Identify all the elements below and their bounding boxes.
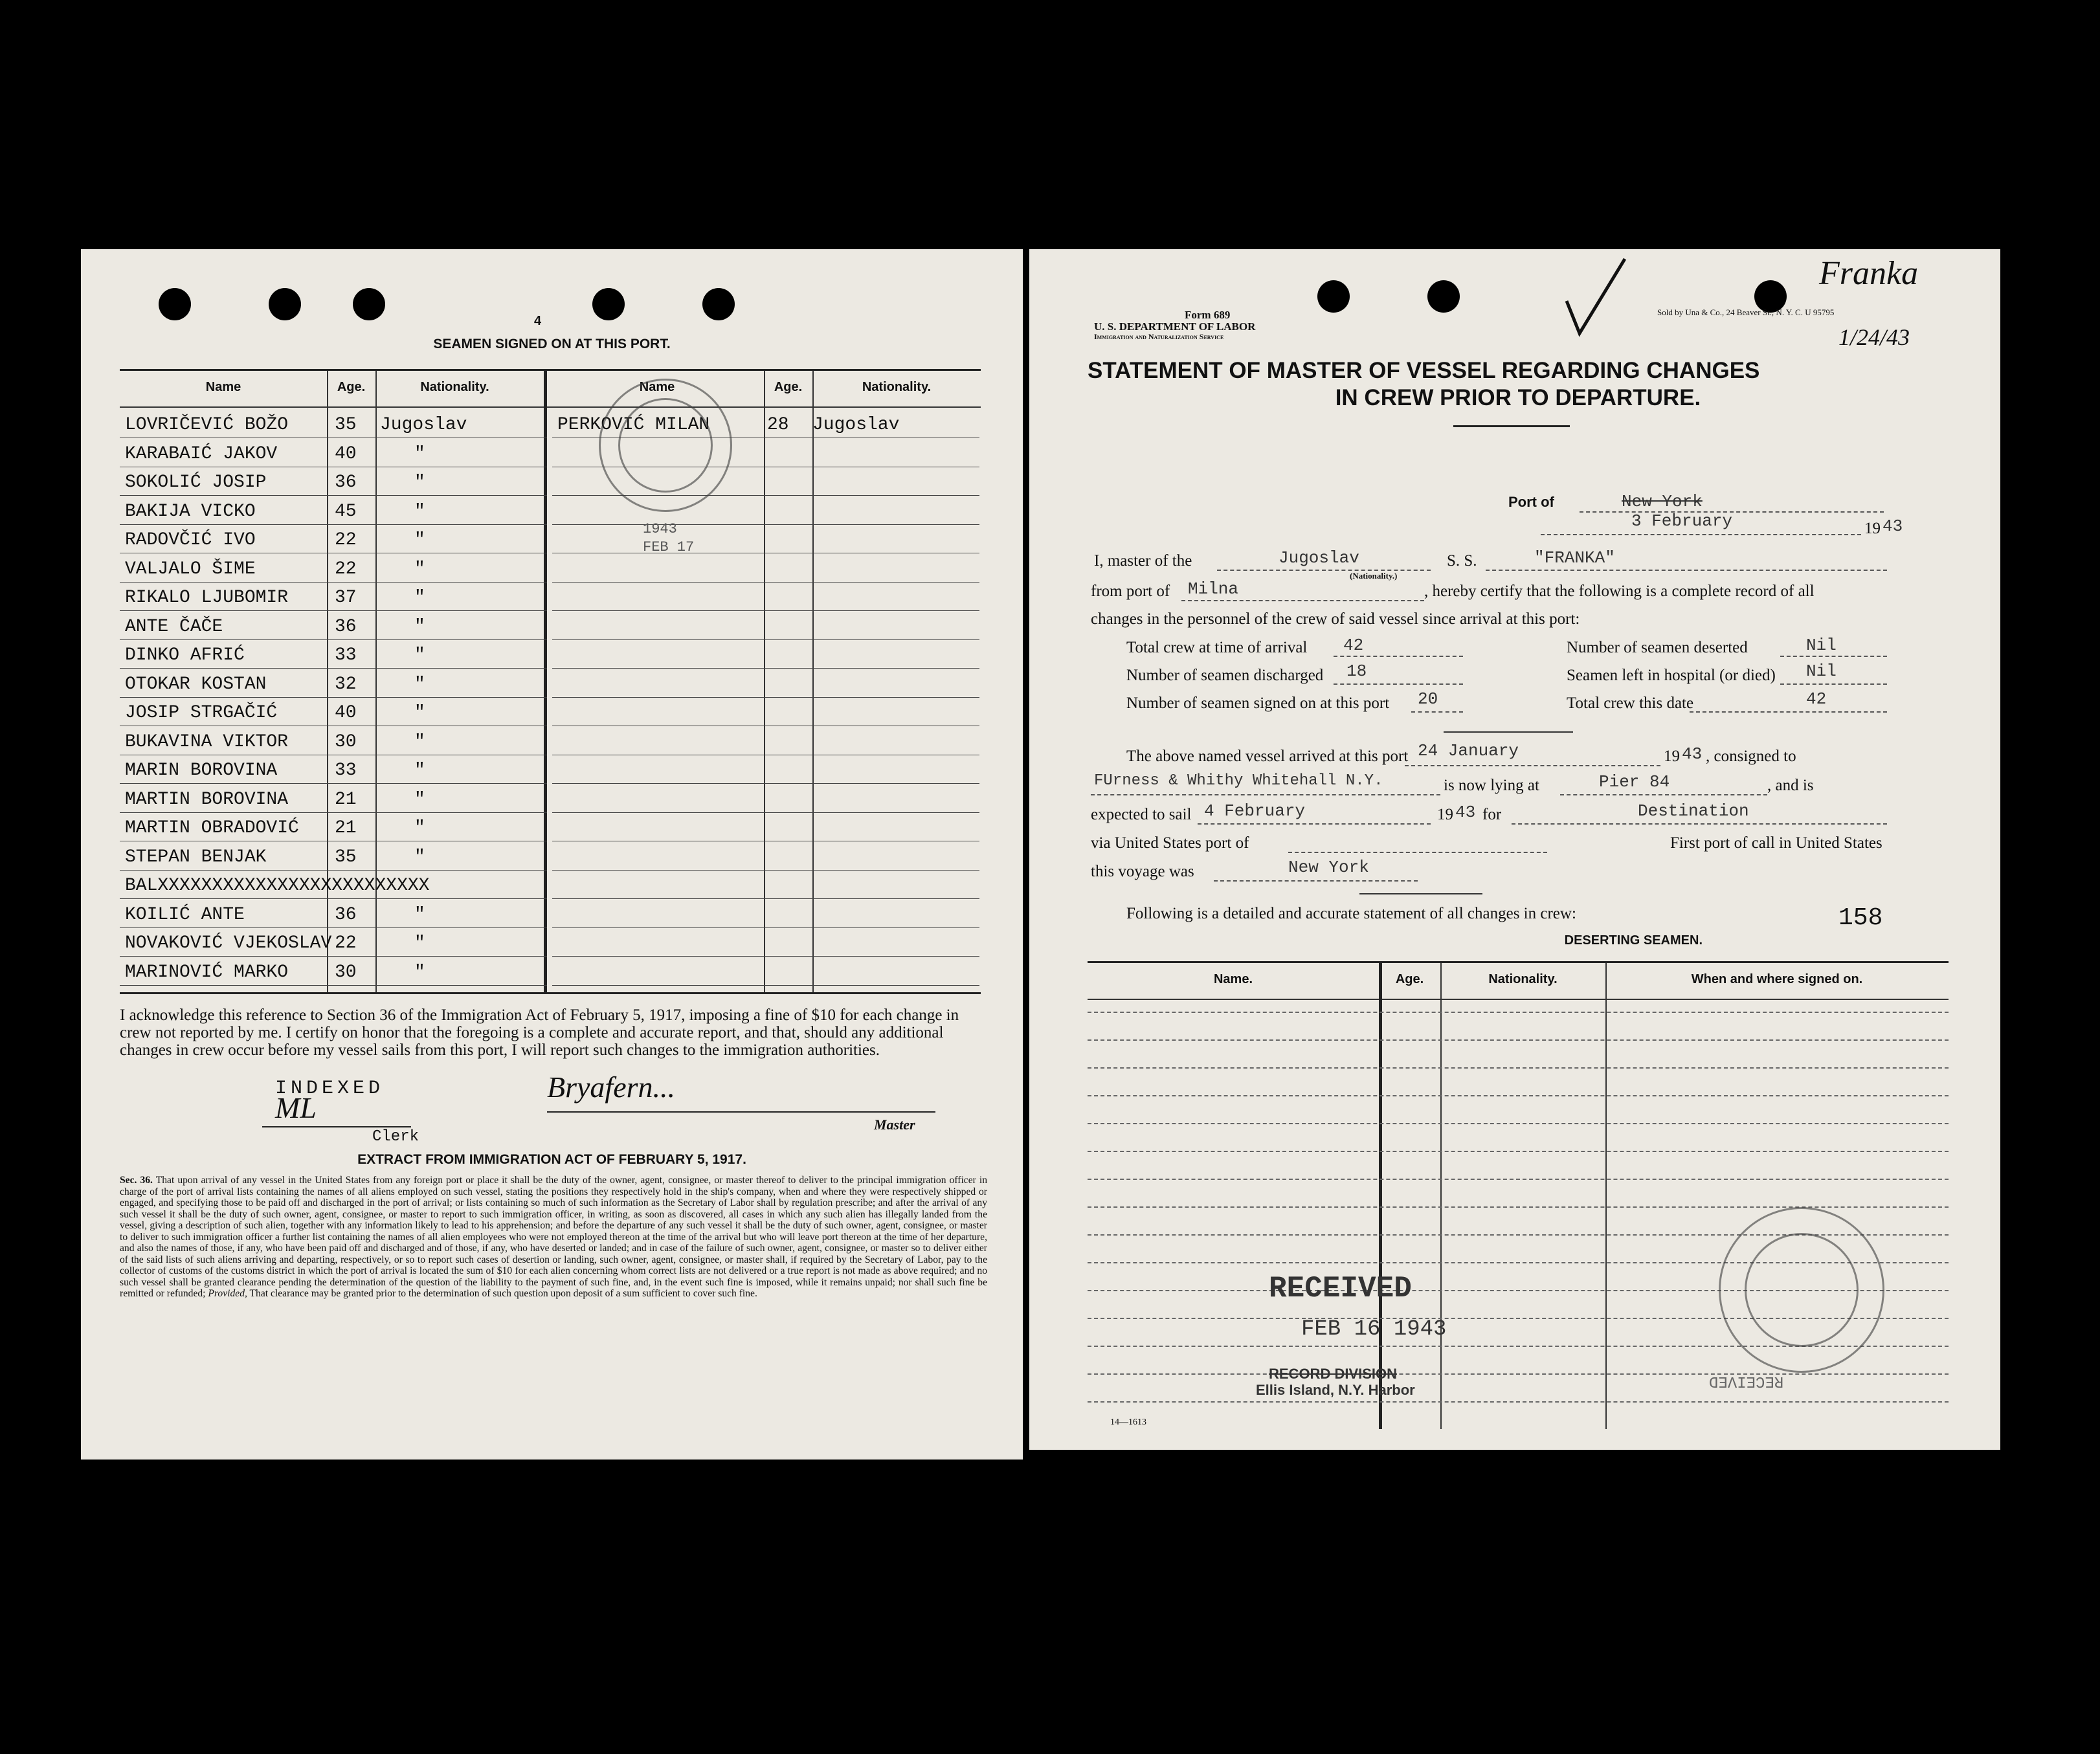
table-row: [120, 439, 547, 467]
seaman-age: 40: [335, 703, 357, 723]
seaman-name: KARABAIĆ JAKOV: [125, 443, 278, 464]
seaman-name: NOVAKOVIĆ VJEKOSLAV: [125, 933, 332, 953]
field-line: [1512, 823, 1887, 825]
from-port-line: [1181, 600, 1424, 601]
column-header-age: Age.: [337, 380, 366, 394]
from-port-value: Milna: [1188, 579, 1239, 599]
seaman-age: 28: [767, 415, 789, 435]
for-label: for: [1482, 806, 1502, 823]
column-header-signed-on: When and where signed on.: [1691, 972, 1863, 986]
master-label: Master: [874, 1116, 915, 1133]
blank-row: [1088, 1179, 1949, 1180]
department: U. S. DEPARTMENT OF LABOR: [1094, 320, 1256, 333]
seaman-age: 21: [335, 818, 357, 838]
table-row: [552, 496, 979, 525]
punch-hole: [159, 288, 191, 320]
received-stamp: RECEIVED: [1269, 1272, 1412, 1305]
seaman-name: SOKOLIĆ JOSIP: [125, 472, 267, 493]
right-page: [1029, 249, 2000, 1450]
sec36-body: That upon arrival of any vessel in the United States from any foreign port or place it shall be the duty of the owner, agent, consignee, or master thereof to deliver to the principal immigration officer in charge of the port of arrival lists containing the names of all aliens employed on such vessel, stating the positions they respectively hold in the ship's company, when and where they were respectively shipped or engaged, and specifying those to be paid off and discharged in the port of arrival; or lists containing so much of such information as the Secretary of Labor shall by regulation prescribe; and after the arrival of any such vessel it shall be the duty of such owner, agent, consignee, or master to report to such immigration officer, in writing, as soon as discovered, all cases in which any such alien has illegally landed from the vessel, giving a description of such alien, together with any information likely to lead to his apprehension; and before the departure of any such vessel it shall be the duty of such owner, agent, consignee, or master to deliver to such immigration officer a further list containing the names of all alien employees who were not employed thereon at the time of the arrival but who will leave port thereon at the time of her departure, and also the names of those, if any, who have been paid off and discharged and of those, if any, who have deserted or landed; and in case of the failure of such owner, agent, consignee, or master so to deliver either of the said lists of such aliens arriving and departing, respectively, or so to report such cases of desertion or landing, such owner, agent, consignee, or master shall, if required by the Secretary of Labor, pay to the collector of customs of the customs district in which the port of arrival is located the sum of $10 for each alien concerning whom correct lists are not delivered or a true report is not made as above required; and no such vessel shall be granted clearance pending the determination of the question of the liability to the payment of such fine, and, in the event such fine is imposed, while it remains unpaid; nor shall such fine be remitted or refunded;: [120, 1175, 987, 1299]
sail-year-prefix: 19: [1437, 806, 1453, 823]
check-mark-icon: [1560, 256, 1631, 340]
date-line: [1541, 534, 1861, 535]
punch-hole: [592, 288, 625, 320]
received-stamp-small: RECEIVED: [1709, 1372, 1784, 1390]
arrived-year-prefix: 19: [1664, 748, 1680, 765]
total-crew-date-label: Total crew this date: [1567, 694, 1694, 712]
seaman-age: 30: [335, 731, 357, 752]
sail-year: 43: [1455, 803, 1476, 822]
table-row: [120, 410, 547, 438]
seaman-name: MARTIN OBRADOVIĆ: [125, 818, 299, 838]
arrived-value: 24 January: [1418, 741, 1519, 760]
seaman-nationality: ": [414, 530, 425, 550]
seaman-age: 21: [335, 789, 357, 810]
seaman-name: BALXXXXXXXXXXXXXXXXXXXXXXXXX: [125, 876, 430, 896]
via-label: via United States port of: [1091, 834, 1249, 852]
blank-row: [1088, 1067, 1949, 1069]
first-port-label: First port of call in United States: [1670, 834, 1882, 852]
table-row: [120, 525, 547, 553]
nationality-value: Jugoslav: [1279, 548, 1359, 568]
punch-hole: [1317, 280, 1350, 313]
total-crew-date-value: 42: [1806, 689, 1827, 709]
discharged-value: 18: [1346, 661, 1367, 681]
blank-row: [1088, 1095, 1949, 1096]
table-row: [552, 957, 979, 986]
field-line: [1214, 880, 1418, 882]
table-row: [552, 928, 979, 957]
for-value: Destination: [1638, 801, 1749, 821]
nationality-caption: (Nationality.): [1350, 571, 1398, 581]
table-row: [120, 727, 547, 755]
nationality-line: [1217, 570, 1431, 571]
table-row: [552, 640, 979, 669]
seaman-name: MARIN BOROVINA: [125, 760, 278, 781]
title-rule: [1453, 425, 1570, 427]
field-line: [1198, 823, 1431, 825]
table-row: [552, 612, 979, 640]
field-line: [1780, 683, 1887, 685]
sheet-number: 158: [1838, 904, 1883, 932]
table-row: [120, 612, 547, 640]
seaman-name: RADOVČIĆ IVO: [125, 530, 256, 550]
field-line: [1334, 683, 1463, 685]
table-row: [120, 842, 547, 871]
seaman-name: MARINOVIĆ MARKO: [125, 962, 289, 982]
field-line: [1405, 765, 1660, 766]
seaman-age: 22: [335, 530, 357, 550]
sec36-proviso: Provided,: [208, 1288, 247, 1299]
consignee-value: FUrness & Whithy Whitehall N.Y.: [1094, 772, 1383, 790]
punch-hole: [353, 288, 385, 320]
from-port-label: from port of: [1091, 583, 1170, 600]
table-row: [120, 957, 547, 986]
year-prefix: 19: [1864, 520, 1881, 537]
seaman-nationality: ": [414, 472, 425, 493]
table-row: [120, 554, 547, 583]
column-header-name: Name: [205, 380, 241, 394]
seaman-name: LOVRIČEVIĆ BOŽO: [125, 415, 289, 435]
deserting-title: DESERTING SEAMEN.: [1564, 933, 1703, 948]
punch-hole: [702, 288, 735, 320]
seaman-nationality: ": [414, 789, 425, 810]
seaman-nationality: ": [414, 645, 425, 665]
handwritten-date: 1/24/43: [1838, 324, 1910, 350]
table-row: [552, 583, 979, 611]
table-row: [552, 813, 979, 841]
seaman-age: 35: [335, 415, 357, 435]
seaman-name: OTOKAR KOSTAN: [125, 674, 267, 694]
sail-value: 4 February: [1204, 801, 1306, 821]
table-row: [120, 928, 547, 957]
stamp-date: FEB 17: [643, 539, 695, 555]
column-header-nationality: Nationality.: [420, 380, 489, 394]
port-of-value: New York: [1622, 492, 1703, 511]
port-of-label: Port of: [1508, 494, 1554, 510]
divider-rule: [1444, 731, 1573, 733]
table-row: [552, 842, 979, 871]
page-number: 4: [534, 314, 542, 328]
column-header-age-2: Age.: [774, 380, 803, 394]
seaman-nationality: ": [414, 731, 425, 752]
blank-row: [1088, 1401, 1949, 1403]
table-row: [120, 467, 547, 496]
table-row: [120, 813, 547, 841]
seaman-nationality: ": [414, 703, 425, 723]
punch-hole: [1427, 280, 1460, 313]
table-header: [1088, 963, 1949, 1000]
title-line-1: STATEMENT OF MASTER OF VESSEL REGARDING CHANGES: [1088, 358, 1760, 383]
deserted-value: Nil: [1806, 636, 1837, 655]
seaman-nationality: ": [414, 818, 425, 838]
table-row: [120, 496, 547, 525]
sec36-label: Sec. 36.: [120, 1175, 153, 1186]
handwritten-vessel: Franka: [1819, 255, 1919, 292]
seaman-age: 36: [335, 904, 357, 925]
voyage-label: this voyage was: [1091, 863, 1194, 880]
table-row: [120, 755, 547, 784]
seaman-age: 40: [335, 443, 357, 464]
ship-name: "FRANKA": [1534, 548, 1615, 568]
seaman-nationality: ": [414, 559, 425, 579]
and-is-label: , and is: [1767, 777, 1814, 794]
master-signature: Bryafern...: [547, 1071, 676, 1104]
seaman-age: 22: [335, 559, 357, 579]
blank-row: [1088, 1373, 1949, 1375]
table-row: [552, 525, 979, 553]
table-row: [552, 727, 979, 755]
seaman-name: BUKAVINA VIKTOR: [125, 731, 289, 752]
seaman-name: JOSIP STRGAČIĆ: [125, 703, 278, 723]
section-36-text: [120, 1175, 987, 1300]
seaman-age: 36: [335, 616, 357, 637]
hospital-value: Nil: [1806, 661, 1837, 681]
table-row: [552, 698, 979, 726]
field-line: [1560, 794, 1767, 795]
seaman-age: 45: [335, 501, 357, 522]
seaman-age: 35: [335, 847, 357, 867]
blank-row: [1088, 1206, 1949, 1208]
seaman-age: 33: [335, 760, 357, 781]
signed-on-value: 20: [1418, 689, 1438, 709]
column-header-nationality: Nationality.: [1488, 972, 1558, 986]
seaman-nationality: ": [414, 674, 425, 694]
blank-row: [1088, 1151, 1949, 1152]
seaman-name: RIKALO LJUBOMIR: [125, 588, 289, 608]
field-line: [1411, 711, 1463, 713]
column-divider: [1379, 963, 1382, 1429]
table-row: [120, 669, 547, 698]
seaman-name: MARTIN BOROVINA: [125, 789, 289, 810]
column-divider: [1605, 963, 1607, 1429]
seaman-name: BAKIJA VICKO: [125, 501, 256, 522]
signed-on-label: Number of seamen signed on at this port: [1126, 694, 1390, 712]
lying-label: is now lying at: [1444, 777, 1539, 794]
clerk-signature-line: [262, 1126, 411, 1127]
arrived-label: The above named vessel arrived at this port: [1126, 748, 1409, 765]
arrived-year: 43: [1682, 744, 1703, 764]
title-line-2: IN CREW PRIOR TO DEPARTURE.: [1335, 385, 1701, 410]
seaman-age: 33: [335, 645, 357, 665]
seaman-nationality: ": [414, 933, 425, 953]
seaman-name: STEPAN BENJAK: [125, 847, 267, 867]
table-header: [120, 371, 981, 408]
column-header-nationality-2: Nationality.: [862, 380, 932, 394]
extract-title: EXTRACT FROM IMMIGRATION ACT OF FEBRUARY 5, 1917.: [357, 1152, 746, 1167]
lying-value: Pier 84: [1599, 772, 1670, 792]
ellis-island: Ellis Island, N.Y. Harbor: [1256, 1382, 1415, 1398]
consigned-label: , consigned to: [1706, 748, 1796, 765]
seaman-nationality: ": [414, 847, 425, 867]
table-row: [120, 640, 547, 669]
stamp-year: 1943: [643, 521, 677, 537]
blank-row: [1088, 1039, 1949, 1041]
seaman-age: 37: [335, 588, 357, 608]
column-header-name: Name.: [1213, 972, 1253, 986]
seaman-nationality: ": [414, 962, 425, 982]
table-row: [552, 900, 979, 928]
following-text: Following is a detailed and accurate statement of all changes in crew:: [1126, 905, 1576, 922]
circular-stamp-inner: [1745, 1233, 1859, 1347]
seamen-signed-on-table: [120, 369, 981, 994]
received-date: FEB 16 1943: [1301, 1317, 1447, 1342]
voyage-value: New York: [1288, 858, 1369, 877]
seaman-name: ANTE ČAČE: [125, 616, 223, 637]
seaman-nationality: ": [414, 904, 425, 925]
seaman-age: 30: [335, 962, 357, 982]
master-signature-line: [547, 1111, 935, 1113]
total-crew-arrival-label: Total crew at time of arrival: [1126, 639, 1308, 656]
certify-text: , hereby certify that the following is a complete record of all: [1424, 583, 1815, 600]
seaman-nationality: Jugoslav: [812, 415, 900, 435]
column-divider: [1440, 963, 1442, 1429]
field-line: [1780, 656, 1887, 657]
sail-label: expected to sail: [1091, 806, 1192, 823]
table-row: [552, 755, 979, 784]
blank-row: [1088, 1012, 1949, 1013]
blank-row: [1088, 1123, 1949, 1124]
date-value: 3 February: [1631, 511, 1733, 531]
field-line: [1690, 711, 1887, 713]
table-row: [552, 554, 979, 583]
hospital-label: Seamen left in hospital (or died): [1567, 667, 1776, 684]
year-value: 43: [1882, 516, 1903, 536]
seaman-age: 22: [335, 933, 357, 953]
table-row: [120, 871, 547, 899]
ship-line: [1486, 570, 1887, 571]
column-header-age: Age.: [1395, 972, 1424, 986]
seaman-nationality: ": [414, 443, 425, 464]
seaman-age: 36: [335, 472, 357, 493]
seaman-nationality: ": [414, 588, 425, 608]
table-row: [552, 669, 979, 698]
section-title: SEAMEN SIGNED ON AT THIS PORT.: [433, 337, 671, 351]
punch-hole: [269, 288, 301, 320]
discharged-label: Number of seamen discharged: [1126, 667, 1324, 684]
service: Immigration and Naturalization Service: [1094, 332, 1224, 341]
seaman-name: VALJALO ŠIME: [125, 559, 256, 579]
seaman-nationality: ": [414, 616, 425, 637]
seaman-name: KOILIĆ ANTE: [125, 904, 245, 925]
table-row: [552, 784, 979, 813]
seaman-nationality: ": [414, 501, 425, 522]
table-row: [120, 583, 547, 611]
record-division: RECORD DIVISION: [1269, 1366, 1398, 1382]
indexed-stamp: INDEXED: [275, 1078, 385, 1100]
seaman-age: 32: [335, 674, 357, 694]
total-crew-arrival-value: 42: [1343, 636, 1364, 655]
table-row: [120, 900, 547, 928]
deserted-label: Number of seamen deserted: [1567, 639, 1748, 656]
form-number: Form 689: [1185, 309, 1231, 321]
office-stamp-inner: [618, 398, 713, 493]
printer-imprint: Sold by Una & Co., 24 Beaver St., N. Y. C. U 95795: [1657, 307, 1835, 317]
master-of-label: I, master of the: [1094, 552, 1192, 570]
row-rule: [552, 985, 979, 986]
ss-label: S. S.: [1447, 552, 1477, 570]
seaman-name: PERKOVIĆ MILAN: [557, 415, 710, 435]
clerk-label: Clerk: [372, 1128, 419, 1146]
seaman-nationality: Jugoslav: [380, 415, 467, 435]
table-row: [120, 698, 547, 726]
field-line: [1288, 852, 1547, 853]
table-row: [552, 871, 979, 899]
left-page: [81, 249, 1023, 1460]
divider-rule: [1359, 893, 1482, 894]
changes-text: changes in the personnel of the crew of said vessel since arrival at this port:: [1091, 610, 1580, 628]
table-row: [120, 784, 547, 813]
row-rule: [120, 985, 547, 986]
footer-code: 14—1613: [1110, 1417, 1146, 1427]
column-header-name-2: Name: [639, 380, 675, 394]
seaman-nationality: ": [414, 760, 425, 781]
field-line: [1334, 656, 1463, 657]
acknowledgement-text: I acknowledge this reference to Section 36 of the Immigration Act of February 5, 1917, imposing a fine of $10 for each change in crew not reported by me. I certify on honor that the foregoing is a complete and accurate report, and that, should any additional changes in crew occur before my vessel sails from this port, I will report such changes to the immigration authorities.: [120, 1006, 959, 1059]
seaman-name: DINKO AFRIĆ: [125, 645, 245, 665]
clerk-initials: ML: [275, 1091, 317, 1124]
field-line: [1091, 794, 1440, 795]
sec36-tail: That clearance may be granted prior to the determination of such question upon deposit of a sum sufficient to cover such fine.: [249, 1288, 757, 1299]
